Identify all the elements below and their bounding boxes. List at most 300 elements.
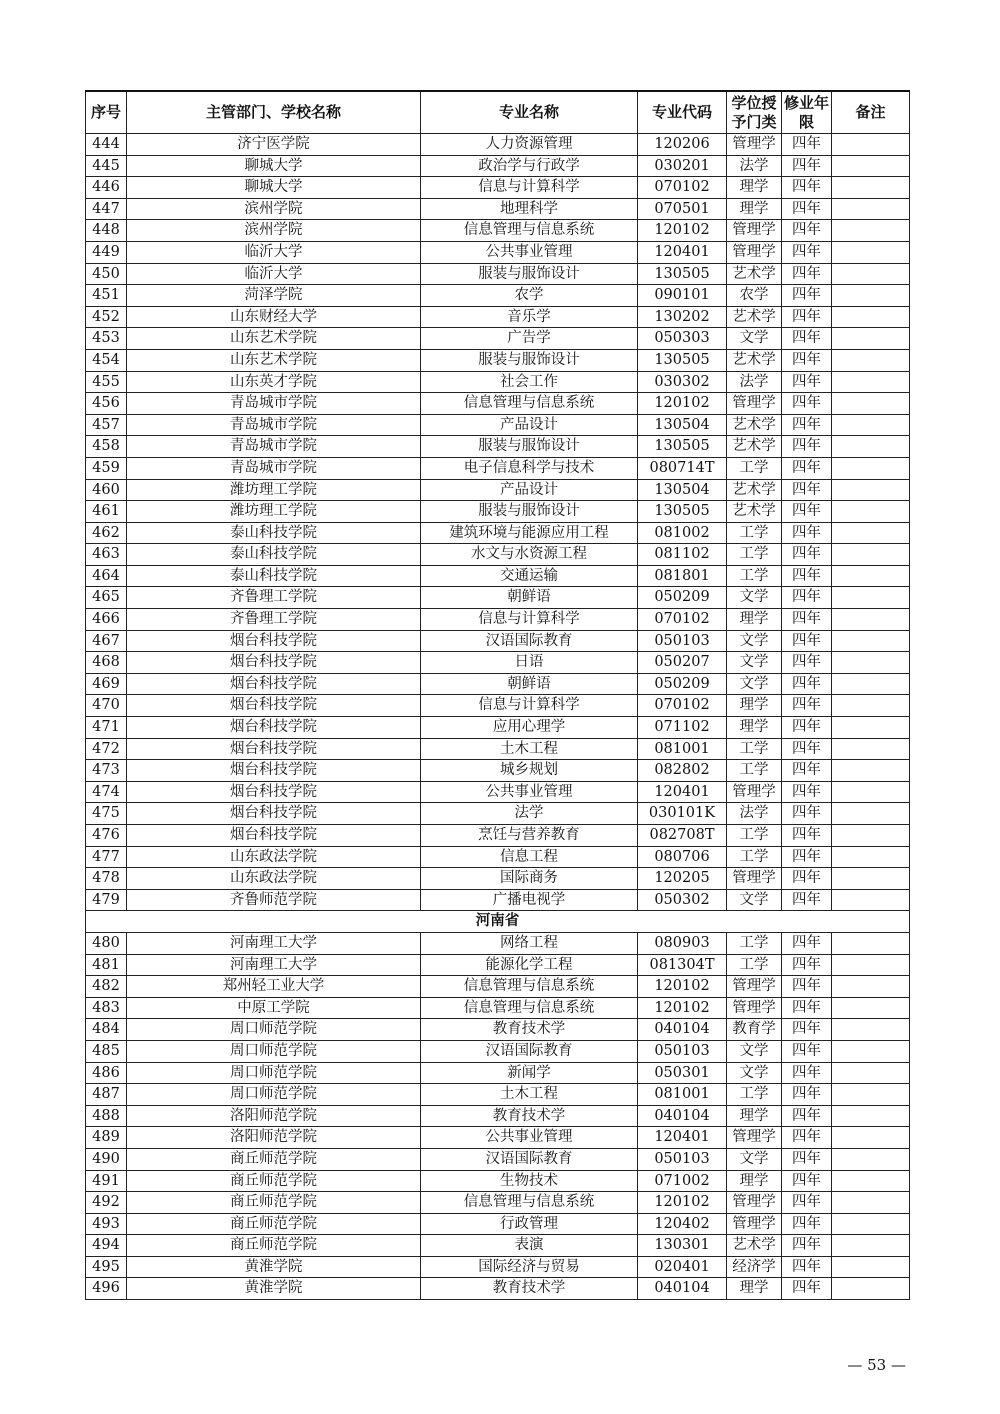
cell-duration: 四年	[782, 177, 832, 199]
cell-degree: 艺术学	[727, 263, 782, 285]
cell-index: 487	[86, 1084, 127, 1106]
cell-remarks	[832, 349, 910, 371]
cell-degree: 管理学	[727, 868, 782, 890]
cell-remarks	[832, 997, 910, 1019]
rows-shandong	[86, 134, 910, 911]
cell-remarks	[832, 1127, 910, 1149]
cell-remarks	[832, 846, 910, 868]
table-row	[86, 781, 910, 803]
cell-code: 070102	[638, 177, 727, 199]
cell-index: 488	[86, 1105, 127, 1127]
cell-code: 120402	[638, 1213, 727, 1235]
cell-remarks	[832, 198, 910, 220]
cell-duration: 四年	[782, 198, 832, 220]
cell-school: 潍坊理工学院	[127, 479, 421, 501]
table-row	[86, 306, 910, 328]
table-row	[86, 177, 910, 199]
cell-school: 洛阳师范学院	[127, 1105, 421, 1127]
table-row	[86, 1278, 910, 1300]
cell-remarks	[832, 803, 910, 825]
cell-school: 烟台科技学院	[127, 803, 421, 825]
cell-code: 070102	[638, 609, 727, 631]
cell-degree: 艺术学	[727, 501, 782, 523]
cell-duration: 四年	[782, 501, 832, 523]
header-duration: 修业年限	[782, 91, 832, 134]
cell-remarks	[832, 285, 910, 307]
cell-degree: 理学	[727, 1170, 782, 1192]
cell-major: 电子信息科学与技术	[421, 457, 638, 479]
cell-degree: 经济学	[727, 1256, 782, 1278]
cell-major: 土木工程	[421, 1084, 638, 1106]
cell-remarks	[832, 457, 910, 479]
cell-remarks	[832, 868, 910, 890]
cell-major: 服装与服饰设计	[421, 263, 638, 285]
cell-major: 教育技术学	[421, 1019, 638, 1041]
cell-duration: 四年	[782, 587, 832, 609]
cell-school: 黄淮学院	[127, 1278, 421, 1300]
cell-code: 130202	[638, 306, 727, 328]
cell-code: 120401	[638, 241, 727, 263]
cell-school: 潍坊理工学院	[127, 501, 421, 523]
table-row	[86, 1127, 910, 1149]
cell-remarks	[832, 436, 910, 458]
cell-major: 信息与计算科学	[421, 609, 638, 631]
cell-code: 050209	[638, 673, 727, 695]
cell-index: 480	[86, 932, 127, 954]
cell-school: 滨州学院	[127, 220, 421, 242]
cell-degree: 理学	[727, 1278, 782, 1300]
cell-code: 130504	[638, 479, 727, 501]
cell-school: 聊城大学	[127, 155, 421, 177]
cell-degree: 文学	[727, 1148, 782, 1170]
cell-index: 464	[86, 565, 127, 587]
cell-code: 130505	[638, 263, 727, 285]
cell-school: 烟台科技学院	[127, 781, 421, 803]
cell-major: 土木工程	[421, 738, 638, 760]
cell-code: 130301	[638, 1235, 727, 1257]
header-index: 序号	[86, 91, 127, 134]
cell-major: 网络工程	[421, 932, 638, 954]
cell-degree: 农学	[727, 285, 782, 307]
table-row	[86, 1084, 910, 1106]
cell-code: 120102	[638, 976, 727, 998]
table-row	[86, 457, 910, 479]
cell-code: 050303	[638, 328, 727, 350]
table-row	[86, 868, 910, 890]
cell-school: 齐鲁理工学院	[127, 609, 421, 631]
cell-degree: 理学	[727, 198, 782, 220]
cell-remarks	[832, 587, 910, 609]
table-row	[86, 1192, 910, 1214]
cell-remarks	[832, 760, 910, 782]
cell-major: 音乐学	[421, 306, 638, 328]
cell-degree: 文学	[727, 889, 782, 911]
cell-degree: 工学	[727, 846, 782, 868]
cell-index: 475	[86, 803, 127, 825]
cell-major: 服装与服饰设计	[421, 349, 638, 371]
cell-school: 烟台科技学院	[127, 738, 421, 760]
cell-degree: 工学	[727, 457, 782, 479]
cell-major: 国际商务	[421, 868, 638, 890]
cell-degree: 法学	[727, 155, 782, 177]
cell-school: 烟台科技学院	[127, 673, 421, 695]
cell-remarks	[832, 1105, 910, 1127]
cell-index: 485	[86, 1040, 127, 1062]
cell-major: 法学	[421, 803, 638, 825]
cell-duration: 四年	[782, 954, 832, 976]
cell-remarks	[832, 630, 910, 652]
cell-remarks	[832, 306, 910, 328]
table-row	[86, 652, 910, 674]
cell-duration: 四年	[782, 1256, 832, 1278]
cell-duration: 四年	[782, 1127, 832, 1149]
cell-remarks	[832, 609, 910, 631]
table-row	[86, 760, 910, 782]
cell-duration: 四年	[782, 976, 832, 998]
cell-remarks	[832, 825, 910, 847]
cell-duration: 四年	[782, 371, 832, 393]
cell-remarks	[832, 738, 910, 760]
cell-code: 020401	[638, 1256, 727, 1278]
cell-code: 120401	[638, 781, 727, 803]
cell-major: 日语	[421, 652, 638, 674]
cell-remarks	[832, 544, 910, 566]
cell-duration: 四年	[782, 630, 832, 652]
cell-remarks	[832, 1148, 910, 1170]
table-row	[86, 1170, 910, 1192]
cell-major: 新闻学	[421, 1062, 638, 1084]
table-row	[86, 997, 910, 1019]
cell-major: 信息管理与信息系统	[421, 220, 638, 242]
cell-code: 030101K	[638, 803, 727, 825]
table-row	[86, 155, 910, 177]
cell-major: 教育技术学	[421, 1278, 638, 1300]
cell-code: 080903	[638, 932, 727, 954]
cell-duration: 四年	[782, 285, 832, 307]
cell-major: 信息与计算科学	[421, 695, 638, 717]
table-row	[86, 479, 910, 501]
cell-code: 080714T	[638, 457, 727, 479]
cell-remarks	[832, 673, 910, 695]
cell-duration: 四年	[782, 349, 832, 371]
cell-school: 山东政法学院	[127, 868, 421, 890]
cell-major: 公共事业管理	[421, 1127, 638, 1149]
cell-remarks	[832, 1213, 910, 1235]
cell-duration: 四年	[782, 1278, 832, 1300]
cell-index: 471	[86, 717, 127, 739]
cell-school: 烟台科技学院	[127, 760, 421, 782]
cell-remarks	[832, 954, 910, 976]
cell-remarks	[832, 1019, 910, 1041]
cell-duration: 四年	[782, 609, 832, 631]
cell-index: 483	[86, 997, 127, 1019]
cell-school: 菏泽学院	[127, 285, 421, 307]
page-number: — 53 —	[847, 1356, 906, 1374]
table-row	[86, 522, 910, 544]
cell-duration: 四年	[782, 1062, 832, 1084]
cell-index: 454	[86, 349, 127, 371]
cell-major: 国际经济与贸易	[421, 1256, 638, 1278]
cell-duration: 四年	[782, 1040, 832, 1062]
cell-remarks	[832, 177, 910, 199]
cell-remarks	[832, 522, 910, 544]
cell-code: 120205	[638, 868, 727, 890]
cell-duration: 四年	[782, 263, 832, 285]
cell-index: 495	[86, 1256, 127, 1278]
header-school: 主管部门、学校名称	[127, 91, 421, 134]
cell-index: 451	[86, 285, 127, 307]
cell-duration: 四年	[782, 760, 832, 782]
cell-remarks	[832, 781, 910, 803]
cell-index: 456	[86, 393, 127, 415]
cell-degree: 工学	[727, 760, 782, 782]
program-table	[85, 90, 910, 1300]
cell-degree: 管理学	[727, 241, 782, 263]
cell-school: 济宁医学院	[127, 134, 421, 156]
cell-major: 人力资源管理	[421, 134, 638, 156]
cell-code: 081002	[638, 522, 727, 544]
cell-index: 466	[86, 609, 127, 631]
cell-degree: 文学	[727, 1040, 782, 1062]
cell-major: 汉语国际教育	[421, 630, 638, 652]
table-row	[86, 1105, 910, 1127]
cell-index: 489	[86, 1127, 127, 1149]
cell-index: 463	[86, 544, 127, 566]
cell-degree: 文学	[727, 630, 782, 652]
cell-code: 050103	[638, 1040, 727, 1062]
cell-degree: 理学	[727, 1105, 782, 1127]
cell-remarks	[832, 1062, 910, 1084]
cell-code: 120102	[638, 1192, 727, 1214]
cell-school: 泰山科技学院	[127, 522, 421, 544]
cell-school: 商丘师范学院	[127, 1170, 421, 1192]
cell-degree: 艺术学	[727, 414, 782, 436]
cell-code: 080706	[638, 846, 727, 868]
cell-remarks	[832, 393, 910, 415]
cell-index: 486	[86, 1062, 127, 1084]
cell-school: 山东艺术学院	[127, 349, 421, 371]
cell-school: 聊城大学	[127, 177, 421, 199]
cell-degree: 艺术学	[727, 349, 782, 371]
cell-degree: 工学	[727, 544, 782, 566]
table-row	[86, 241, 910, 263]
cell-index: 493	[86, 1213, 127, 1235]
cell-code: 081304T	[638, 954, 727, 976]
cell-code: 090101	[638, 285, 727, 307]
cell-code: 130505	[638, 436, 727, 458]
cell-duration: 四年	[782, 393, 832, 415]
cell-major: 服装与服饰设计	[421, 501, 638, 523]
cell-remarks	[832, 1040, 910, 1062]
cell-code: 082802	[638, 760, 727, 782]
cell-degree: 文学	[727, 652, 782, 674]
header-row	[86, 91, 910, 134]
cell-duration: 四年	[782, 457, 832, 479]
cell-major: 公共事业管理	[421, 781, 638, 803]
cell-duration: 四年	[782, 997, 832, 1019]
cell-code: 040104	[638, 1105, 727, 1127]
cell-remarks	[832, 1192, 910, 1214]
cell-degree: 理学	[727, 177, 782, 199]
cell-duration: 四年	[782, 479, 832, 501]
header-remarks: 备注	[832, 91, 910, 134]
cell-school: 泰山科技学院	[127, 565, 421, 587]
cell-duration: 四年	[782, 544, 832, 566]
cell-school: 青岛城市学院	[127, 414, 421, 436]
cell-code: 050103	[638, 630, 727, 652]
cell-code: 070102	[638, 695, 727, 717]
cell-index: 444	[86, 134, 127, 156]
header-code: 专业代码	[638, 91, 727, 134]
cell-code: 071102	[638, 717, 727, 739]
cell-duration: 四年	[782, 738, 832, 760]
cell-degree: 文学	[727, 587, 782, 609]
cell-school: 青岛城市学院	[127, 457, 421, 479]
table-row	[86, 198, 910, 220]
cell-remarks	[832, 652, 910, 674]
table-row	[86, 889, 910, 911]
cell-remarks	[832, 1084, 910, 1106]
cell-index: 470	[86, 695, 127, 717]
cell-degree: 管理学	[727, 220, 782, 242]
cell-code: 050103	[638, 1148, 727, 1170]
cell-school: 齐鲁理工学院	[127, 587, 421, 609]
cell-major: 政治学与行政学	[421, 155, 638, 177]
cell-major: 交通运输	[421, 565, 638, 587]
cell-major: 社会工作	[421, 371, 638, 393]
cell-major: 广播电视学	[421, 889, 638, 911]
cell-duration: 四年	[782, 889, 832, 911]
cell-index: 490	[86, 1148, 127, 1170]
cell-school: 郑州轻工业大学	[127, 976, 421, 998]
cell-duration: 四年	[782, 1019, 832, 1041]
cell-remarks	[832, 501, 910, 523]
cell-major: 水文与水资源工程	[421, 544, 638, 566]
cell-remarks	[832, 1256, 910, 1278]
cell-degree: 管理学	[727, 976, 782, 998]
cell-school: 临沂大学	[127, 241, 421, 263]
cell-index: 450	[86, 263, 127, 285]
cell-code: 130505	[638, 349, 727, 371]
cell-degree: 管理学	[727, 1192, 782, 1214]
table-row	[86, 932, 910, 954]
cell-degree: 管理学	[727, 1127, 782, 1149]
cell-remarks	[832, 479, 910, 501]
cell-degree: 工学	[727, 565, 782, 587]
table-row	[86, 803, 910, 825]
cell-code: 040104	[638, 1278, 727, 1300]
cell-code: 120401	[638, 1127, 727, 1149]
cell-degree: 工学	[727, 954, 782, 976]
cell-code: 050207	[638, 652, 727, 674]
table-row	[86, 695, 910, 717]
cell-school: 烟台科技学院	[127, 825, 421, 847]
cell-degree: 工学	[727, 932, 782, 954]
cell-code: 081102	[638, 544, 727, 566]
cell-index: 455	[86, 371, 127, 393]
table-row	[86, 1235, 910, 1257]
cell-code: 130505	[638, 501, 727, 523]
cell-major: 朝鲜语	[421, 587, 638, 609]
region-section	[86, 911, 910, 933]
cell-remarks	[832, 263, 910, 285]
cell-remarks	[832, 220, 910, 242]
cell-school: 青岛城市学院	[127, 393, 421, 415]
cell-school: 山东艺术学院	[127, 328, 421, 350]
region-label: 河南省	[86, 911, 910, 933]
cell-duration: 四年	[782, 522, 832, 544]
table-row	[86, 630, 910, 652]
cell-school: 周口师范学院	[127, 1019, 421, 1041]
cell-code: 081001	[638, 1084, 727, 1106]
table-row	[86, 220, 910, 242]
cell-code: 081801	[638, 565, 727, 587]
cell-major: 能源化学工程	[421, 954, 638, 976]
cell-index: 472	[86, 738, 127, 760]
cell-index: 494	[86, 1235, 127, 1257]
cell-code: 050301	[638, 1062, 727, 1084]
cell-index: 457	[86, 414, 127, 436]
table-row	[86, 393, 910, 415]
cell-duration: 四年	[782, 1192, 832, 1214]
cell-major: 汉语国际教育	[421, 1040, 638, 1062]
cell-degree: 管理学	[727, 134, 782, 156]
cell-major: 广告学	[421, 328, 638, 350]
table-row	[86, 263, 910, 285]
cell-school: 青岛城市学院	[127, 436, 421, 458]
cell-remarks	[832, 695, 910, 717]
table-row	[86, 846, 910, 868]
cell-school: 周口师范学院	[127, 1084, 421, 1106]
cell-major: 信息管理与信息系统	[421, 1192, 638, 1214]
cell-major: 烹饪与营养教育	[421, 825, 638, 847]
cell-major: 朝鲜语	[421, 673, 638, 695]
cell-duration: 四年	[782, 328, 832, 350]
cell-school: 商丘师范学院	[127, 1235, 421, 1257]
cell-school: 烟台科技学院	[127, 695, 421, 717]
cell-remarks	[832, 241, 910, 263]
table-row	[86, 1256, 910, 1278]
cell-major: 生物技术	[421, 1170, 638, 1192]
cell-duration: 四年	[782, 306, 832, 328]
cell-index: 474	[86, 781, 127, 803]
cell-remarks	[832, 889, 910, 911]
cell-major: 应用心理学	[421, 717, 638, 739]
cell-code: 050209	[638, 587, 727, 609]
cell-school: 齐鲁师范学院	[127, 889, 421, 911]
cell-degree: 理学	[727, 695, 782, 717]
cell-index: 445	[86, 155, 127, 177]
cell-degree: 管理学	[727, 781, 782, 803]
cell-index: 469	[86, 673, 127, 695]
cell-school: 黄淮学院	[127, 1256, 421, 1278]
cell-major: 教育技术学	[421, 1105, 638, 1127]
table-row	[86, 609, 910, 631]
cell-duration: 四年	[782, 414, 832, 436]
cell-index: 484	[86, 1019, 127, 1041]
cell-school: 商丘师范学院	[127, 1213, 421, 1235]
cell-school: 河南理工大学	[127, 932, 421, 954]
cell-duration: 四年	[782, 673, 832, 695]
table-row	[86, 717, 910, 739]
cell-degree: 艺术学	[727, 1235, 782, 1257]
cell-code: 040104	[638, 1019, 727, 1041]
cell-index: 462	[86, 522, 127, 544]
cell-index: 465	[86, 587, 127, 609]
cell-code: 070501	[638, 198, 727, 220]
cell-index: 459	[86, 457, 127, 479]
cell-index: 453	[86, 328, 127, 350]
